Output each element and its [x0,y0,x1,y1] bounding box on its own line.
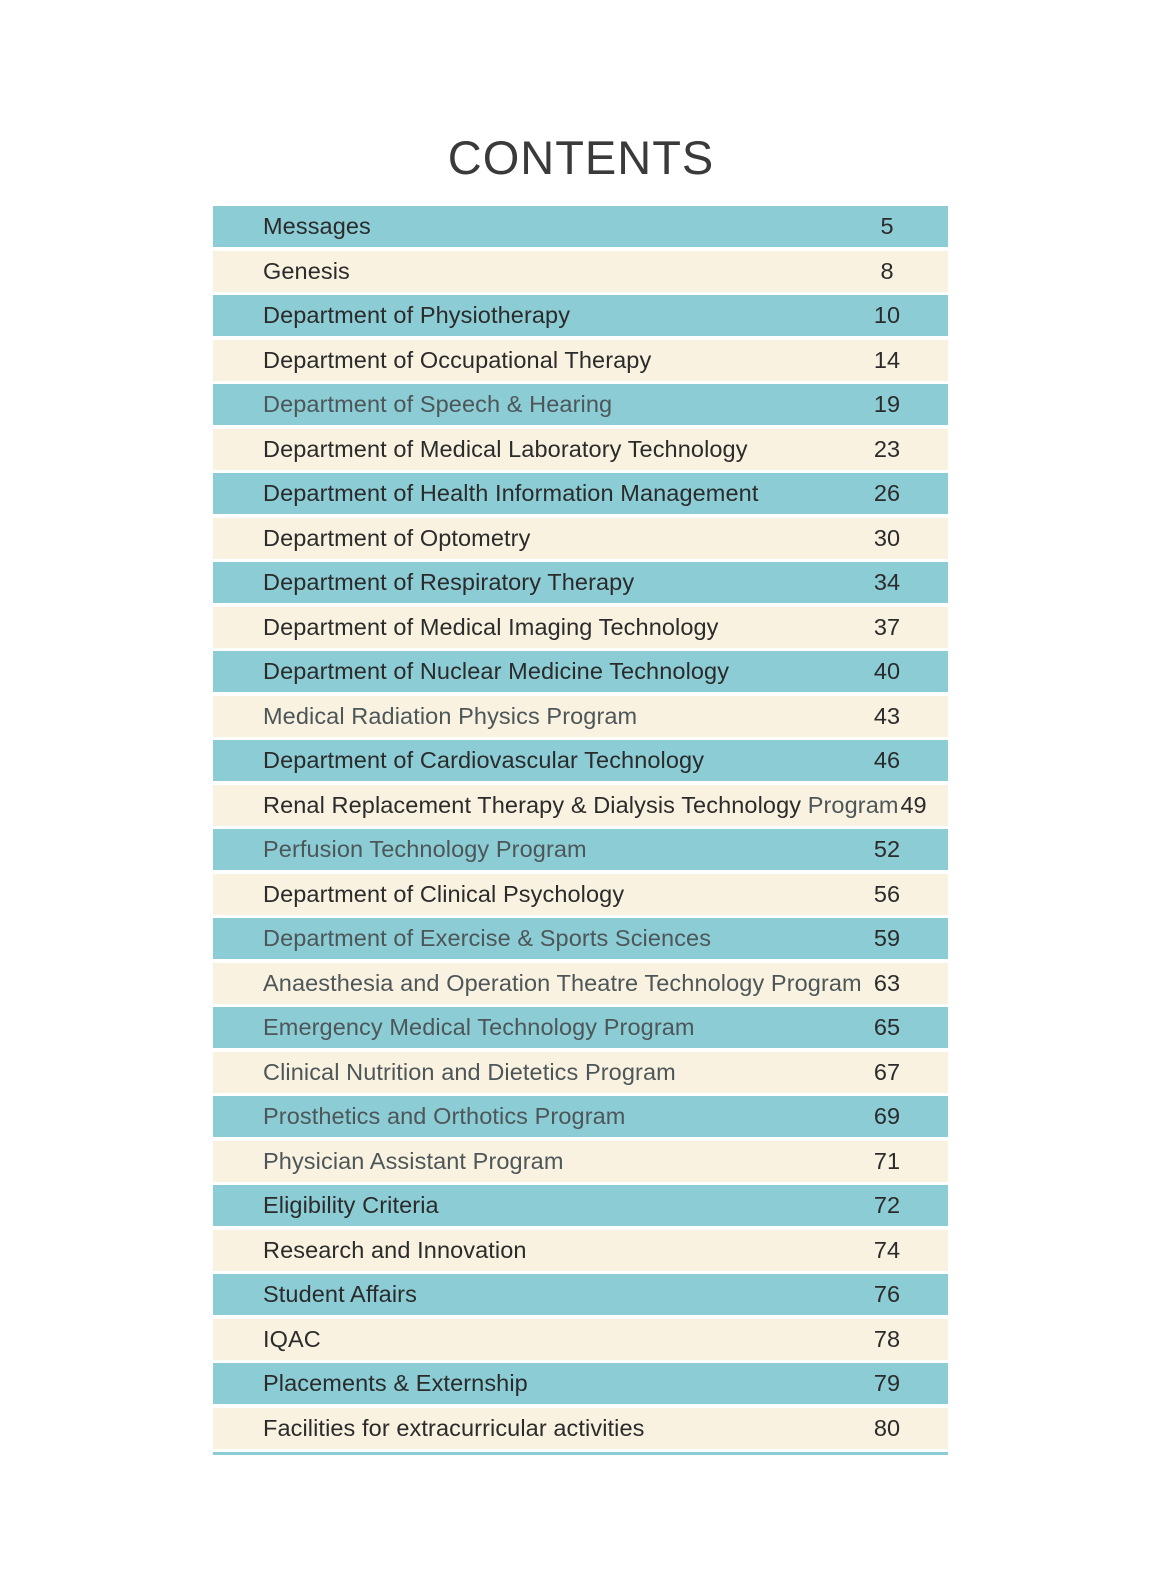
toc-entry-label: Clinical Nutrition and Dietetics Program [263,1058,676,1085]
toc-row [213,785,948,826]
toc-entry-label: Research and Innovation [263,1236,527,1263]
toc-entry-label: Department of Optometry [263,524,531,551]
toc-row [213,562,948,603]
toc-entry-label: Genesis [263,257,350,284]
toc-row [213,1052,948,1093]
toc-row [213,429,948,470]
toc-row [213,607,948,648]
toc-entry-page-number: 79 [873,1370,901,1396]
toc-entry-label: Perfusion Technology Program [263,836,587,862]
toc-entry-page-number: 40 [873,658,901,684]
toc-entry-page-number: 69 [873,1103,901,1129]
toc-entry-page-number: 76 [873,1281,901,1307]
toc-row [213,740,948,781]
toc-entry-page-number: 52 [873,836,901,862]
toc-entry-label: Department of Medical Laboratory Technology [263,435,748,462]
toc-entry-page-number: 59 [873,925,901,951]
toc-row [213,874,948,915]
toc-row [213,829,948,870]
toc-entry-page-number: 37 [873,613,901,640]
toc-entry-label: Placements & Externship [263,1370,528,1396]
toc-row [213,1408,948,1449]
toc-entry-label: Department of Nuclear Medicine Technology [263,658,730,684]
toc-entry-label: Renal Replacement Therapy & Dialysis Technology Program [263,791,899,818]
toc-entry-label: Anaesthesia and Operation Theatre Technology Program [263,969,862,996]
toc-row [213,206,948,247]
toc-row [213,1141,948,1182]
toc-row [213,696,948,737]
toc-entry-page-number: 63 [873,969,901,996]
toc-entry-label: Department of Physiotherapy [263,302,571,328]
toc-entry-page-number: 56 [873,880,901,907]
toc-entry-label: Emergency Medical Technology Program [263,1014,695,1040]
toc-entry-label: Department of Health Information Management [263,480,759,506]
toc-entry-page-number: 10 [873,302,901,328]
toc-entry-page-number: 26 [873,480,901,506]
table-bottom-strip [213,1452,948,1455]
toc-rows [213,206,948,1449]
toc-entry-page-number: 14 [873,346,901,373]
toc-row [213,295,948,336]
toc-entry-label: Department of Exercise & Sports Sciences [263,925,712,951]
toc-row [213,251,948,292]
toc-entry-label: Department of Speech & Hearing [263,391,613,417]
toc-entry-page-number: 71 [873,1147,901,1174]
toc-entry-page-number: 72 [873,1192,901,1218]
toc-entry-label: Department of Occupational Therapy [263,346,652,373]
toc-row [213,963,948,1004]
toc-entry-label: Facilities for extracurricular activities [263,1414,645,1441]
toc-entry-label: Student Affairs [263,1281,417,1307]
toc-entry-page-number: 34 [873,569,901,595]
toc-entry-label: Prosthetics and Orthotics Program [263,1103,626,1129]
toc-entry-label: Department of Medical Imaging Technology [263,613,719,640]
toc-entry-label: Eligibility Criteria [263,1192,439,1218]
toc-entry-label: Medical Radiation Physics Program [263,702,638,729]
page-title: CONTENTS [447,131,715,184]
toc-entry-page-number: 46 [873,747,901,773]
toc-entry-page-number: 8 [880,257,894,284]
toc-entry-label: Physician Assistant Program [263,1147,564,1174]
toc-entry-page-number: 5 [880,213,894,239]
toc-entry-label: Department of Respiratory Therapy [263,569,635,595]
toc-entry-page-number: 67 [873,1058,901,1085]
toc-entry-page-number: 23 [873,435,901,462]
toc-row [213,1319,948,1360]
toc-entry-page-number: 43 [873,702,901,729]
table-of-contents [213,206,948,1455]
toc-entry-page-number: 78 [873,1325,901,1352]
toc-entry-page-number: 49 [900,791,927,818]
toc-row [213,1230,948,1271]
toc-row [213,651,948,692]
toc-entry-label: Messages [263,213,371,239]
toc-entry-page-number: 30 [873,524,901,551]
toc-entry-page-number: 65 [873,1014,901,1040]
toc-row [213,1363,948,1404]
toc-row [213,1096,948,1137]
toc-entry-page-number: 80 [873,1414,901,1441]
toc-row [213,384,948,425]
toc-row [213,1007,948,1048]
toc-row [213,1274,948,1315]
toc-row [213,918,948,959]
toc-entry-page-number: 19 [873,391,901,417]
toc-entry-label: Department of Cardiovascular Technology [263,747,705,773]
toc-row [213,473,948,514]
toc-entry-page-number: 74 [873,1236,901,1263]
toc-entry-label: Department of Clinical Psychology [263,880,625,907]
toc-row [213,518,948,559]
toc-row [213,1185,948,1226]
toc-entry-label: IQAC [263,1325,321,1352]
toc-row [213,340,948,381]
